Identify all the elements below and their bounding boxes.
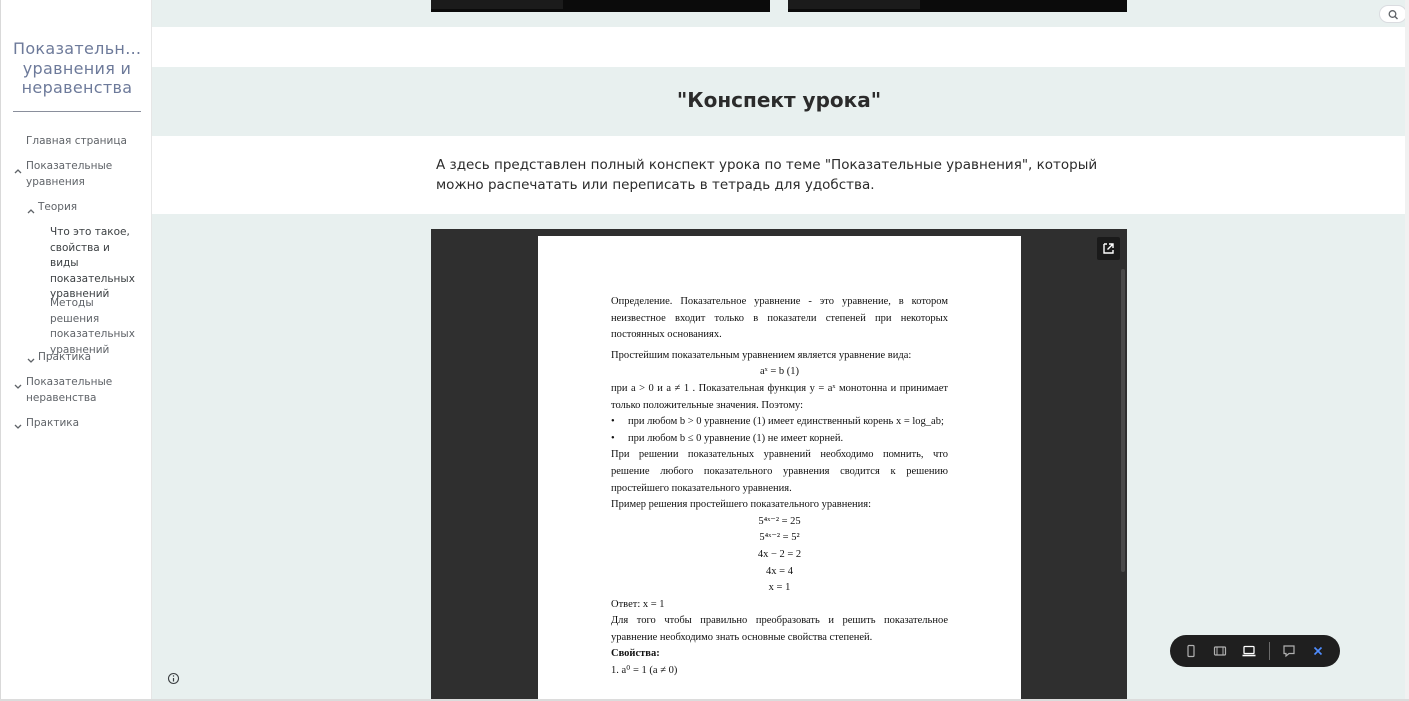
sidebar-item-label: Методы решения показательных уравнений [50,297,135,356]
spacer-section [152,27,1409,67]
sidebar-item-equations[interactable] [26,159,136,190]
title-divider [13,111,141,112]
open-in-new-button[interactable] [1097,237,1120,260]
sidebar-item-label: Что это такое, свойства и виды показательных уравнений [50,226,135,300]
sidebar-item-label: Показательные неравенства [26,376,113,404]
chevron-down-icon[interactable] [14,380,22,396]
pdf-list-item: • при любом b ≤ 0 уравнение (1) не имеет корней. [611,431,948,448]
search-button[interactable] [1379,5,1407,23]
sidebar-item-inequalities[interactable] [26,375,136,406]
sidebar-item-label: Показательные уравнения [26,160,113,188]
pdf-line: Ответ: x = 1 [611,598,665,610]
close-icon [1310,643,1326,659]
chevron-up-icon[interactable] [14,164,22,180]
chevron-down-icon[interactable] [27,354,35,370]
close-preview-button[interactable] [1310,643,1326,659]
pdf-formula: 5⁴ˣ⁻² = 25 [758,515,801,527]
sidebar-item-label: Главная страница [26,135,127,147]
pdf-line-definition: Определение. Показательное уравнение - это уравнение, в котором неизвестное входит только в показатели степеней при некоторых постоянных основаниях. [611,296,948,341]
chevron-down-icon[interactable] [14,420,22,436]
video-controls [788,0,920,9]
pdf-page [538,236,1021,701]
pdf-formula: 4x = 4 [766,565,793,577]
sidebar-item-label: Теория [38,201,78,213]
sidebar-item-theory[interactable] [38,200,138,216]
sidebar-item-label: Практика [38,351,92,363]
pdf-content [611,294,948,680]
pdf-formula: 4x − 2 = 2 [757,548,802,560]
open-in-new-icon [1097,237,1120,260]
pdf-scrollbar[interactable] [1121,269,1125,572]
sidebar-item-practice[interactable] [38,350,138,366]
comment-icon [1281,643,1297,659]
site-title[interactable]: Показательн… уравнения и неравенства [13,39,142,97]
toolbar-divider [1269,642,1270,660]
pdf-viewer[interactable] [431,229,1127,701]
info-button[interactable] [167,672,180,685]
video-section [152,0,1409,27]
sidebar-item-practice-2[interactable] [26,416,136,432]
page-title: "Конспект урока" [676,88,882,112]
laptop-icon [1241,643,1257,659]
intro-paragraph: А здесь представлен полный конспект урока по теме "Показательные уравнения", который можно распечатать или переписать в тетрадь для удобства. [436,157,1098,193]
embedded-video-1[interactable] [431,0,770,12]
search-icon [1380,6,1408,24]
pdf-line: Пример решения простейшего показательного уравнения: [611,499,872,511]
info-icon [167,672,180,685]
pdf-list-item: • при любом b > 0 уравнение (1) имеет единственный корень x = log_ab; [611,414,948,431]
tablet-preview-button[interactable] [1212,643,1228,659]
pdf-line: 1. a⁰ = 1 (a ≠ 0) [611,665,678,677]
pdf-line: Простейшим показательным уравнением является уравнение вида: [611,349,912,361]
pdf-line: Для того чтобы правильно преобразовать и решить показательное уравнение необходимо знать основные свойства степеней. [611,615,948,643]
pdf-line: При решении показательных уравнений необходимо помнить, что решение любого показательного уравнения сводится к решению простейшего показательного уравнения. [611,449,948,494]
pdf-formula: 5⁴ˣ⁻² = 5² [759,532,800,544]
pdf-formula: x = 1 [768,582,791,594]
phone-preview-button[interactable] [1183,643,1199,659]
chevron-up-icon[interactable] [27,204,35,220]
sidebar-item-what-is-it[interactable] [50,225,138,303]
laptop-preview-button[interactable] [1241,643,1257,659]
phone-icon [1183,643,1199,659]
sidebar-item-home[interactable] [26,134,146,150]
page-scrollbar[interactable] [1405,0,1409,701]
pdf-line: при a > 0 и a ≠ 1 . Показательная функция y = aˣ монотонна и принимает только положительные значения. Поэтому: [611,382,948,411]
embedded-video-2[interactable] [788,0,1127,12]
video-controls [431,0,563,9]
sidebar-item-label: Практика [26,417,80,429]
sidebar-item-methods[interactable] [50,296,142,358]
comment-button[interactable] [1281,643,1297,659]
pdf-line-bold: Свойства: [611,648,660,660]
pdf-formula: aˣ = b (1) [760,366,799,378]
tablet-icon [1212,643,1228,659]
preview-toolbar [1170,635,1340,667]
sidebar [0,0,152,701]
